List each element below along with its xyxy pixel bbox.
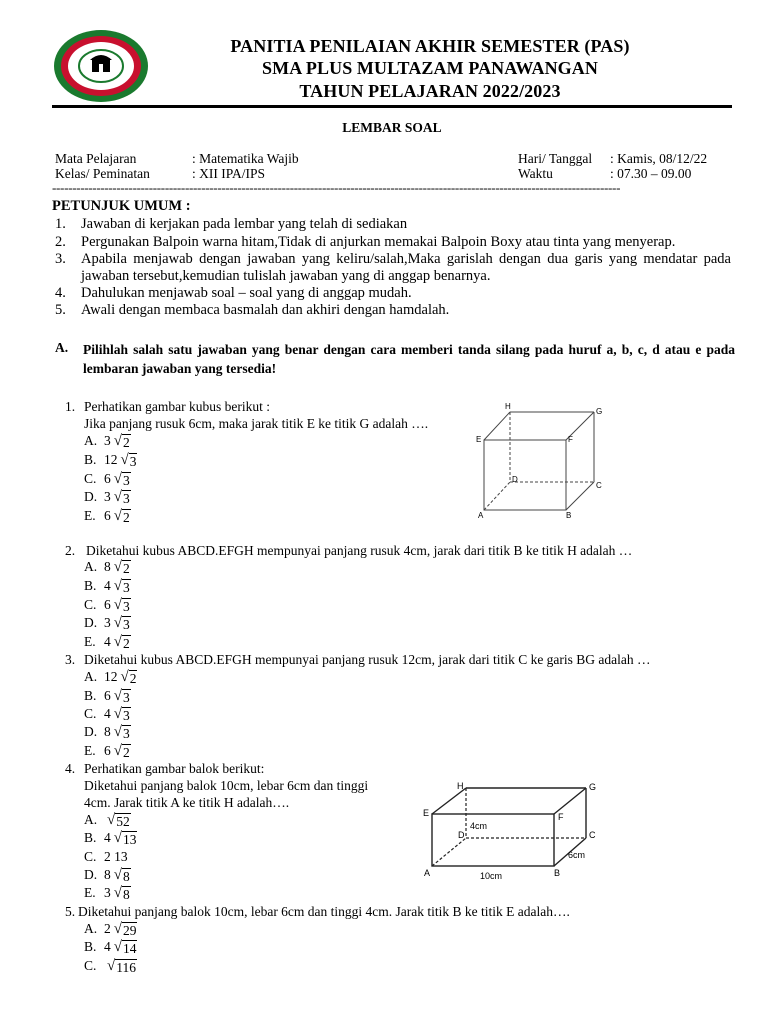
- question-4-text-2: Diketahui panjang balok 10cm, lebar 6cm dan tinggi: [84, 778, 369, 793]
- vertex-label: F: [568, 435, 573, 444]
- option: C. 6 √ 3: [84, 597, 130, 614]
- subject-value: : Matematika Wajib: [192, 151, 299, 166]
- option: A. 12 √ 2: [84, 669, 137, 686]
- option: B. 12 √ 3: [84, 452, 137, 469]
- vertex-label: B: [566, 511, 572, 520]
- option: E. 4 √ 2: [84, 634, 130, 651]
- option: E. 6 √ 2: [84, 743, 130, 760]
- vertex-label: C: [589, 830, 596, 840]
- instructions-title: PETUNJUK UMUM :: [52, 198, 191, 214]
- option: D. 8 √ 3: [84, 724, 130, 741]
- option: A. 8 √ 2: [84, 559, 130, 576]
- day-value: : Kamis, 08/12/22: [610, 151, 708, 166]
- width-label: 6cm: [568, 850, 586, 860]
- option: D. 3 √ 3: [84, 489, 130, 506]
- vertex-label: A: [478, 511, 484, 520]
- header-line-2: SMA PLUS MULTAZAM PANAWANGAN: [262, 58, 598, 78]
- instruction-item: 3. Apabila menjawab dengan jawaban yang keliru/salah,Maka garislah dengan dua garis yang mendatar pada jawaban tersebut,kemudian tulislah jawaban yang di anggap benarnya.: [55, 251, 731, 284]
- part-a-instruction: A. Pilihlah salah satu jawaban yang benar dengan cara memberi tanda silang pada huruf a, b, c, d atau e pada lembaran jawaban yang tersedia!: [55, 340, 735, 376]
- cuboid-figure: [420, 776, 610, 884]
- question-2-text: Diketahui kubus ABCD.EFGH mempunyai panjang rusuk 4cm, jarak dari titik B ke titik H adalah …: [86, 543, 633, 558]
- question-5-number: 5.: [65, 904, 76, 919]
- instruction-item: 4. Dahulukan menjawab soal – soal yang di anggap mudah.: [55, 285, 412, 301]
- vertex-label: D: [458, 830, 465, 840]
- option: B. 4 √ 13: [84, 830, 137, 847]
- vertex-label: H: [457, 781, 464, 791]
- class-label: Kelas/ Peminatan: [55, 166, 150, 181]
- vertex-label: D: [512, 475, 518, 484]
- question-4-number: 4.: [65, 761, 76, 776]
- header-line-1: PANITIA PENILAIAN AKHIR SEMESTER (PAS): [230, 36, 630, 56]
- instruction-item: 2. Pergunakan Balpoin warna hitam,Tidak di anjurkan memakai Balpoin Boxy atau tinta yang menyerap.: [55, 234, 676, 250]
- instruction-item: 5. Awali dengan membaca basmalah dan akhiri dengan hamdalah.: [55, 302, 450, 318]
- sheet-title: LEMBAR SOAL: [342, 120, 442, 135]
- option: B. 6 √ 3: [84, 688, 130, 705]
- option: C. √ 116: [84, 958, 136, 975]
- question-4-text: Perhatikan gambar balok berikut:: [84, 761, 265, 776]
- option: D. 8 √ 8: [84, 867, 130, 884]
- question-1-number: 1.: [65, 399, 76, 414]
- option: D. 3 √ 3: [84, 615, 130, 632]
- option: B. 4 √ 14: [84, 939, 137, 956]
- vertex-label: E: [476, 435, 482, 444]
- length-label: 10cm: [480, 871, 503, 881]
- vertex-label: C: [596, 481, 602, 490]
- height-label: 4cm: [470, 821, 488, 831]
- header-rule: [52, 105, 732, 108]
- vertex-label: F: [558, 812, 564, 822]
- time-label: Waktu: [518, 166, 553, 181]
- time-value: : 07.30 – 09.00: [610, 166, 692, 181]
- question-1-text-2: Jika panjang rusuk 6cm, maka jarak titik E ke titik G adalah ….: [84, 416, 429, 431]
- class-value: : XII IPA/IPS: [192, 166, 266, 181]
- option: B. 4 √ 3: [84, 578, 130, 595]
- question-3-text: Diketahui kubus ABCD.EFGH mempunyai panjang rusuk 12cm, jarak dari titik C ke garis BG adalah …: [84, 652, 651, 667]
- question-2-number: 2.: [65, 543, 76, 558]
- vertex-label: B: [554, 868, 561, 878]
- vertex-label: G: [589, 782, 597, 792]
- option: C. 6 √ 3: [84, 471, 130, 488]
- option: E. 3 √ 8: [84, 885, 130, 902]
- option: E. 6 √ 2: [84, 508, 130, 525]
- vertex-label: E: [423, 808, 430, 818]
- day-label: Hari/ Tanggal: [518, 151, 593, 166]
- question-3-number: 3.: [65, 652, 76, 667]
- option: A. √ 52: [84, 812, 130, 829]
- option: C. 4 √ 3: [84, 706, 130, 723]
- question-4-text-3: 4cm. Jarak titik A ke titik H adalah….: [84, 795, 290, 810]
- question-5-text: Diketahui panjang balok 10cm, lebar 6cm dan tinggi 4cm. Jarak titik B ke titik E adalah….: [78, 904, 570, 919]
- question-1-text: Perhatikan gambar kubus berikut :: [84, 399, 270, 414]
- dashed-separator: ---------------------------------------------------------------------------------------------------------------------------------------------: [52, 180, 621, 195]
- option: C. 2 13: [84, 849, 128, 864]
- instruction-item: 1. Jawaban di kerjakan pada lembar yang telah di sediakan: [55, 216, 408, 232]
- option: A. 2 √ 29: [84, 921, 137, 938]
- subject-label: Mata Pelajaran: [55, 151, 137, 166]
- option: A. 3 √ 2: [84, 433, 130, 450]
- vertex-label: H: [505, 402, 511, 411]
- header-line-3: TAHUN PELAJARAN 2022/2023: [299, 81, 561, 101]
- vertex-label: G: [596, 407, 603, 416]
- vertex-label: A: [424, 868, 431, 878]
- school-logo: [52, 28, 150, 104]
- cube-figure: [470, 400, 610, 520]
